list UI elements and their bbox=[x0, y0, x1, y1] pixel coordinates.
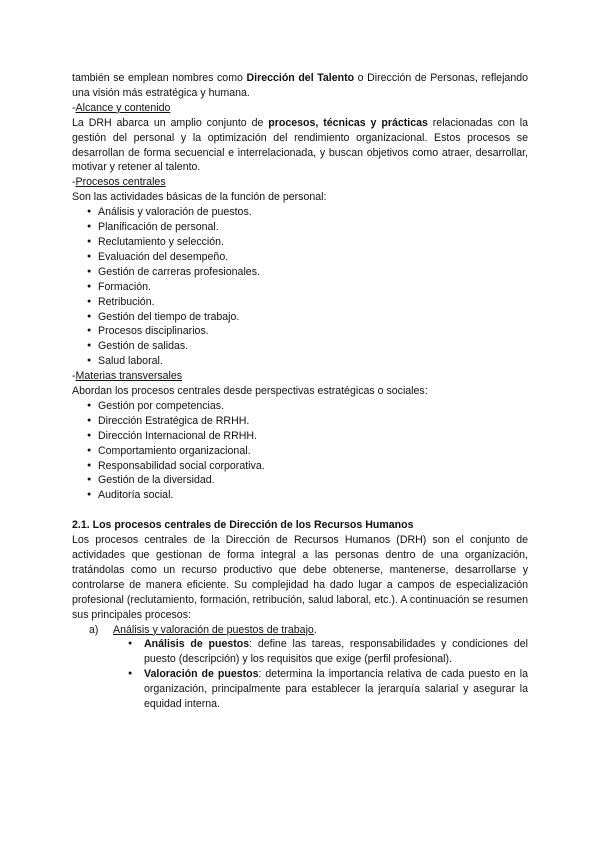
list-item: ● Planificación de personal. bbox=[72, 220, 528, 235]
sub-item-text: : determina la importancia relativa de cada puesto en la organización, principalmente para establecer la jerarquía salarial y asegurar la equidad interna. bbox=[144, 668, 528, 711]
ordered-item-a bbox=[72, 623, 528, 638]
alcance-paragraph bbox=[72, 116, 528, 176]
alcance-text-end: relacionadas con la gestión del personal y la optimización del rendimiento organizacional. Estos procesos se desarrollan de forma secuencial e interrelacionada, y buscan objetivos como atraer, desarrollar, motivar y retener al talento. bbox=[72, 116, 528, 174]
list-item: ● Responsabilidad social corporativa. bbox=[72, 459, 528, 474]
sub-item-term: Análisis de puestos bbox=[144, 638, 250, 651]
list-item: ● Dirección Internacional de RRHH. bbox=[72, 429, 528, 444]
section-spacer bbox=[72, 503, 528, 518]
list-item: ● Auditoría social. bbox=[72, 488, 528, 503]
procesos-heading-dash: - bbox=[72, 176, 76, 189]
list-item: ● Dirección Estratégica de RRHH. bbox=[72, 414, 528, 429]
alcance-bold-term: procesos, técnicas y prácticas bbox=[268, 116, 428, 129]
list-item: ● Gestión de salidas. bbox=[72, 339, 528, 354]
sub-item-term: Valoración de puestos bbox=[144, 668, 259, 681]
document-page bbox=[72, 71, 528, 712]
procesos-heading bbox=[72, 175, 528, 190]
list-item: ● Gestión de la diversidad. bbox=[72, 473, 528, 488]
procesos-list bbox=[72, 205, 528, 369]
list-item: ● Evaluación del desempeño. bbox=[72, 250, 528, 265]
ordered-item-suffix: . bbox=[313, 623, 317, 636]
sub-item-text: : define las tareas, responsabilidades y condiciones del puesto (descripción) y los requisitos que exige (perfil profesional). bbox=[144, 638, 528, 666]
materias-intro: Abordan los procesos centrales desde perspectivas estratégicas o sociales: bbox=[72, 385, 428, 398]
list-item: ● Análisis y valoración de puestos. bbox=[72, 205, 528, 220]
list-item bbox=[125, 667, 528, 712]
list-item: ● Gestión por competencias. bbox=[72, 399, 528, 414]
materias-heading-dash: - bbox=[72, 370, 76, 383]
ordered-item-label: Análisis y valoración de puestos de trabajo bbox=[113, 623, 314, 636]
materias-heading-text: Materias transversales bbox=[75, 370, 183, 383]
intro-paragraph bbox=[72, 71, 528, 101]
alcance-heading bbox=[72, 101, 528, 116]
materias-list bbox=[72, 399, 528, 503]
intro-text: también se emplean nombres como bbox=[72, 72, 247, 84]
item-a-sublist bbox=[125, 637, 528, 712]
list-item: ● Comportamiento organizacional. bbox=[72, 444, 528, 459]
materias-heading bbox=[72, 369, 528, 384]
section-2-1-title: 2.1. Los procesos centrales de Dirección de los Recursos Humanos bbox=[72, 519, 414, 532]
list-item: ● Formación. bbox=[72, 280, 528, 295]
intro-bold-term: Dirección del Talento bbox=[246, 72, 355, 84]
list-item: ● Salud laboral. bbox=[72, 354, 528, 369]
list-item: ● Reclutamiento y selección. bbox=[72, 235, 528, 250]
list-item bbox=[125, 637, 528, 667]
list-item: ● Procesos disciplinarios. bbox=[72, 324, 528, 339]
list-item: ● Gestión de carreras profesionales. bbox=[72, 265, 528, 280]
alcance-heading-text: Alcance y contenido bbox=[75, 101, 171, 114]
procesos-heading-text: Procesos centrales bbox=[75, 176, 166, 189]
alcance-heading-dash: - bbox=[72, 101, 76, 114]
intro-text-end: o Dirección de Personas, reflejando una visión más estratégica y humana. bbox=[72, 72, 528, 99]
procesos-intro: Son las actividades básicas de la función de personal: bbox=[72, 191, 327, 204]
ordered-item-marker: a) bbox=[89, 623, 99, 636]
list-item: ● Retribución. bbox=[72, 295, 528, 310]
alcance-text: La DRH abarca un amplio conjunto de bbox=[72, 116, 269, 129]
list-item: ● Gestión del tiempo de trabajo. bbox=[72, 310, 528, 325]
section-2-1-paragraph: Los procesos centrales de la Dirección de Recursos Humanos (DRH) son el conjunto de actividades que gestionan de forma integral a las personas dentro de una organización, tratándolas como un recurso productivo que debe obtenerse, mantenerse, desarrollarse y controlarse de manera eficiente. Su complejidad ha dado lugar a campos de especialización profesional (reclutamiento, formación, retribución, salud laboral, etc.). A continuación se resumen sus principales procesos: bbox=[72, 534, 528, 621]
